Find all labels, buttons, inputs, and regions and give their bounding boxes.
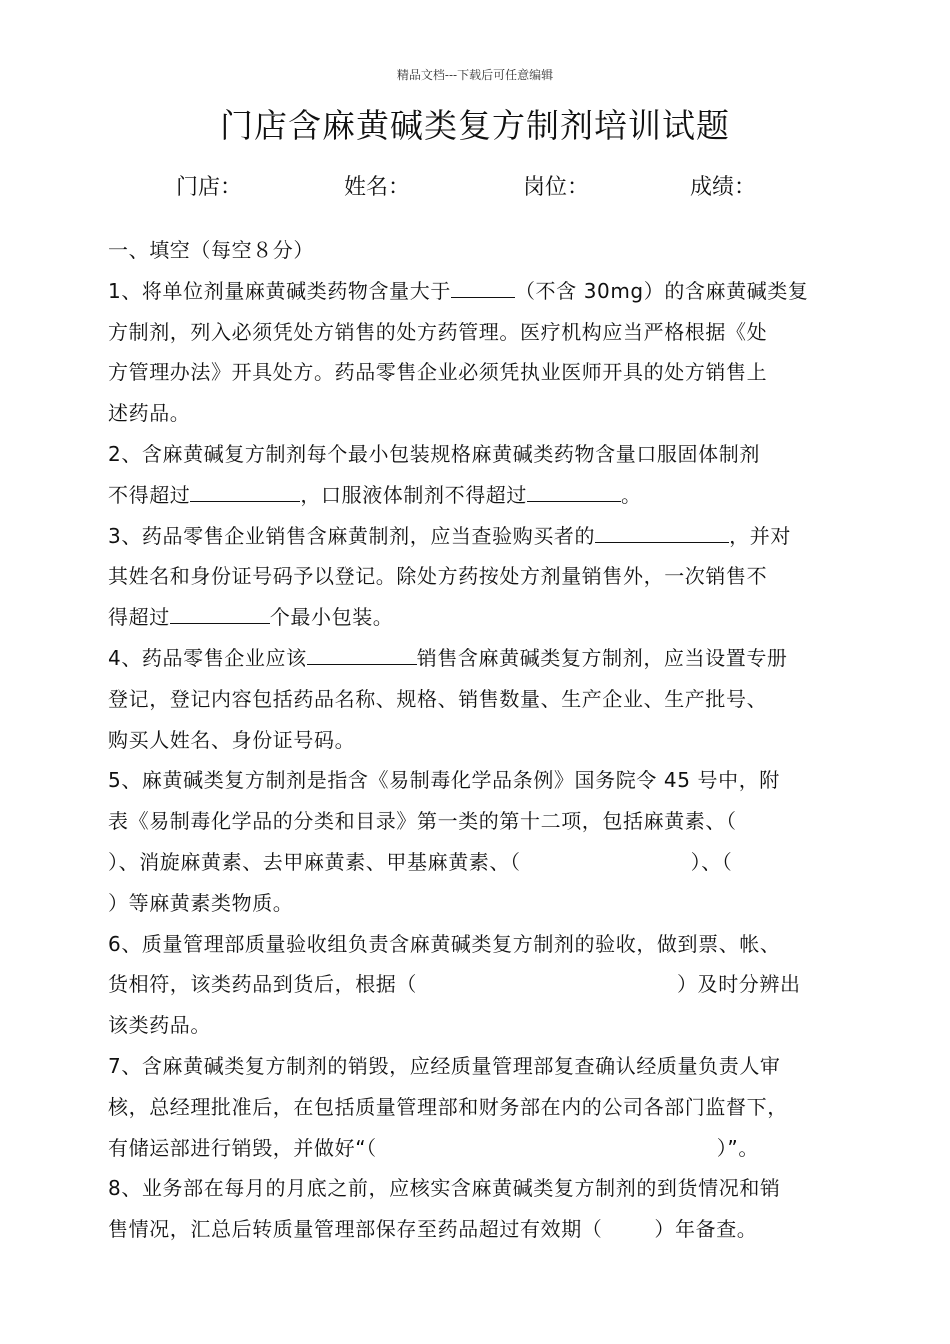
question-8 bbox=[108, 1168, 848, 1250]
q5-text: 5、麻黄碱类复方制剂是指含《易制毒化学品条例》国务院令 45 号中，附 bbox=[108, 768, 780, 793]
question-body bbox=[108, 230, 848, 1250]
q6-text: 货相符，该类药品到货后，根据（ bbox=[108, 972, 417, 997]
q1-text: 方制剂，列入必须凭处方销售的处方药管理。医疗机构应当严格根据《处 bbox=[108, 319, 768, 344]
q8-text: 8、业务部在每月的月底之前，应核实含麻黄碱类复方制剂的到货情况和销 bbox=[108, 1176, 781, 1201]
q2-text: ，口服液体制剂不得超过 bbox=[300, 482, 528, 507]
q5-text: ）、消旋麻黄素、去甲麻黄素、甲基麻黄素、（ bbox=[108, 849, 521, 874]
q5-text: ）等麻黄素类物质。 bbox=[108, 890, 294, 915]
q3-text: 其姓名和身份证号码予以登记。除处方药按处方剂量销售外，一次销售不 bbox=[108, 564, 768, 589]
q4-text: 购买人姓名、身份证号码。 bbox=[108, 727, 356, 752]
store-field-label: 门店： bbox=[176, 175, 243, 200]
q3-text: ，并对 bbox=[729, 523, 791, 548]
q1-text: 述药品。 bbox=[108, 401, 191, 426]
page-title: 门店含麻黄碱类复方制剂培训试题 bbox=[220, 106, 730, 145]
q4-text: 4、药品零售企业应该 bbox=[108, 645, 307, 670]
fill-blank[interactable] bbox=[190, 480, 300, 502]
q3-text: 得超过 bbox=[108, 605, 170, 630]
question-7 bbox=[108, 1046, 848, 1168]
fill-blank[interactable] bbox=[595, 521, 729, 543]
q3-text: 3、药品零售企业销售含麻黄制剂，应当查验购买者的 bbox=[108, 523, 596, 548]
fill-blank[interactable] bbox=[527, 480, 621, 502]
question-5 bbox=[108, 760, 848, 923]
section-title: 一、填空（每空８分） bbox=[108, 238, 314, 262]
q6-text: 6、质量管理部质量验收组负责含麻黄碱类复方制剂的验收，做到票、帐、 bbox=[108, 931, 781, 956]
fill-blank[interactable] bbox=[451, 276, 515, 298]
q7-text: ）”。 bbox=[716, 1135, 759, 1160]
q5-text: ）、（ bbox=[690, 849, 733, 874]
position-field-label: 岗位： bbox=[523, 175, 590, 200]
question-4 bbox=[108, 638, 848, 760]
question-1 bbox=[108, 271, 848, 434]
q4-text: 登记，登记内容包括药品名称、规格、销售数量、生产企业、生产批号、 bbox=[108, 686, 768, 711]
q6-text: ）及时分辨出 bbox=[677, 972, 801, 997]
q3-text: 个最小包装。 bbox=[269, 605, 394, 630]
fill-blank[interactable] bbox=[307, 643, 417, 665]
q1-text: 1、将单位剂量麻黄碱类药物含量大于 bbox=[108, 278, 451, 303]
q4-text: 销售含麻黄碱类复方制剂，应当设置专册 bbox=[416, 645, 788, 670]
question-6 bbox=[108, 924, 848, 1046]
q5-text: 表《易制毒化学品的分类和目录》第一类的第十二项，包括麻黄素、（ bbox=[108, 809, 737, 834]
q1-text: 方管理办法》开具处方。药品零售企业必须凭执业医师开具的处方销售上 bbox=[108, 360, 768, 385]
name-field-label: 姓名： bbox=[344, 175, 411, 200]
q2-text: 2、含麻黄碱复方制剂每个最小包装规格麻黄碱类药物含量口服固体制剂 bbox=[108, 441, 760, 466]
question-2 bbox=[108, 434, 848, 516]
fill-blank[interactable] bbox=[170, 602, 270, 624]
q6-text: 该类药品。 bbox=[108, 1013, 211, 1038]
q7-text: 7、含麻黄碱类复方制剂的销毁，应经质量管理部复查确认经质量负责人审 bbox=[108, 1053, 781, 1078]
question-3 bbox=[108, 516, 848, 638]
q8-text: ）年备查。 bbox=[654, 1217, 758, 1242]
q7-text: 有储运部进行销毁，并做好“（ bbox=[108, 1135, 377, 1160]
q1-text: （不含 30mg）的含麻黄碱类复 bbox=[514, 278, 809, 303]
q2-text: 不得超过 bbox=[108, 482, 191, 507]
q2-text: 。 bbox=[621, 482, 642, 507]
q8-text: 售情况，汇总后转质量管理部保存至药品超过有效期（ bbox=[108, 1217, 603, 1242]
header-note: 精品文档---下载后可任意编辑 bbox=[396, 68, 554, 82]
q7-text: 核，总经理批准后，在包括质量管理部和财务部在内的公司各部门监督下， bbox=[108, 1094, 788, 1119]
score-field-label: 成绩： bbox=[690, 175, 757, 200]
